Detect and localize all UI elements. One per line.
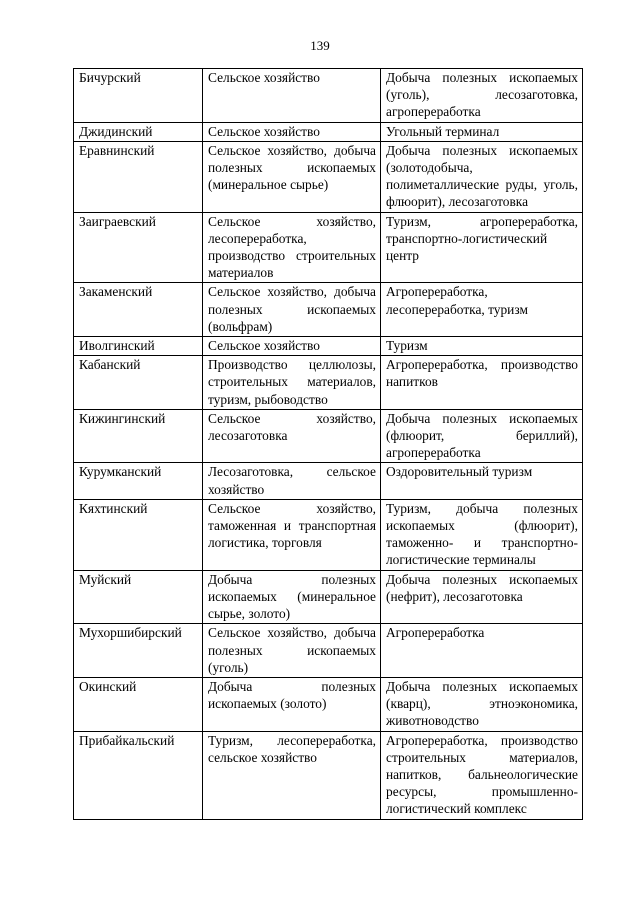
current-specialization-cell: Сельское хозяйство, добыча полезных ископаемых (минеральное сырье) [203, 141, 381, 212]
table-row [74, 409, 583, 463]
prospective-specialization-cell: Добыча полезных ископаемых (уголь), лесозаготовка, агропереработка [381, 69, 583, 123]
districts-table [73, 68, 583, 820]
current-specialization-cell: Добыча полезных ископаемых (минеральное сырье, золото) [203, 570, 381, 624]
prospective-specialization-cell: Добыча полезных ископаемых (кварц), этноэкономика, животноводство [381, 677, 583, 731]
current-specialization-cell: Сельское хозяйство, лесопереработка, производство строительных материалов [203, 212, 381, 283]
prospective-specialization-cell: Агропереработка [381, 624, 583, 678]
table-row [74, 731, 583, 819]
prospective-specialization-cell: Добыча полезных ископаемых (нефрит), лесозаготовка [381, 570, 583, 624]
current-specialization-cell: Сельское хозяйство [203, 122, 381, 141]
current-specialization-cell: Туризм, лесопереработка, сельское хозяйство [203, 731, 381, 819]
district-name-cell: Окинский [74, 677, 203, 731]
prospective-specialization-cell: Агропереработка, лесопереработка, туризм [381, 283, 583, 337]
district-name-cell: Курумканский [74, 463, 203, 499]
table-row [74, 283, 583, 337]
table-row [74, 356, 583, 410]
prospective-specialization-cell: Туризм, агропереработка, транспортно-логистический центр [381, 212, 583, 283]
prospective-specialization-cell: Добыча полезных ископаемых (золотодобыча, полиметаллические руды, уголь, флюорит), лесозаготовка [381, 141, 583, 212]
prospective-specialization-cell: Оздоровительный туризм [381, 463, 583, 499]
table-row [74, 624, 583, 678]
district-name-cell: Иволгинский [74, 337, 203, 356]
prospective-specialization-cell: Туризм, добыча полезных ископаемых (флюорит), таможенно- и транспортно-логистические терминалы [381, 499, 583, 570]
table-row [74, 69, 583, 123]
table-row [74, 570, 583, 624]
table-row [74, 463, 583, 499]
district-name-cell: Заиграевский [74, 212, 203, 283]
districts-table-body [74, 69, 583, 820]
district-name-cell: Кабанский [74, 356, 203, 410]
current-specialization-cell: Сельское хозяйство, добыча полезных ископаемых (вольфрам) [203, 283, 381, 337]
prospective-specialization-cell: Добыча полезных ископаемых (флюорит, бериллий), агропереработка [381, 409, 583, 463]
current-specialization-cell: Сельское хозяйство [203, 69, 381, 123]
prospective-specialization-cell: Агропереработка, производство напитков [381, 356, 583, 410]
current-specialization-cell: Лесозаготовка, сельское хозяйство [203, 463, 381, 499]
district-name-cell: Прибайкальский [74, 731, 203, 819]
prospective-specialization-cell: Туризм [381, 337, 583, 356]
table-row [74, 212, 583, 283]
table-row [74, 141, 583, 212]
district-name-cell: Кяхтинский [74, 499, 203, 570]
prospective-specialization-cell: Угольный терминал [381, 122, 583, 141]
prospective-specialization-cell: Агропереработка, производство строительных материалов, напитков, бальнеологические ресурсы, промышленно-логистический комплекс [381, 731, 583, 819]
current-specialization-cell: Добыча полезных ископаемых (золото) [203, 677, 381, 731]
current-specialization-cell: Сельское хозяйство, таможенная и транспортная логистика, торговля [203, 499, 381, 570]
current-specialization-cell: Сельское хозяйство [203, 337, 381, 356]
current-specialization-cell: Сельское хозяйство, лесозаготовка [203, 409, 381, 463]
table-row [74, 677, 583, 731]
district-name-cell: Мухоршибирский [74, 624, 203, 678]
district-name-cell: Джидинский [74, 122, 203, 141]
district-name-cell: Еравнинский [74, 141, 203, 212]
district-name-cell: Муйский [74, 570, 203, 624]
district-name-cell: Закаменский [74, 283, 203, 337]
table-row [74, 337, 583, 356]
table-row [74, 499, 583, 570]
district-name-cell: Кижингинский [74, 409, 203, 463]
page-number: 139 [310, 38, 330, 53]
table-row [74, 122, 583, 141]
current-specialization-cell: Производство целлюлозы, строительных материалов, туризм, рыбоводство [203, 356, 381, 410]
district-name-cell: Бичурский [74, 69, 203, 123]
current-specialization-cell: Сельское хозяйство, добыча полезных ископаемых (уголь) [203, 624, 381, 678]
